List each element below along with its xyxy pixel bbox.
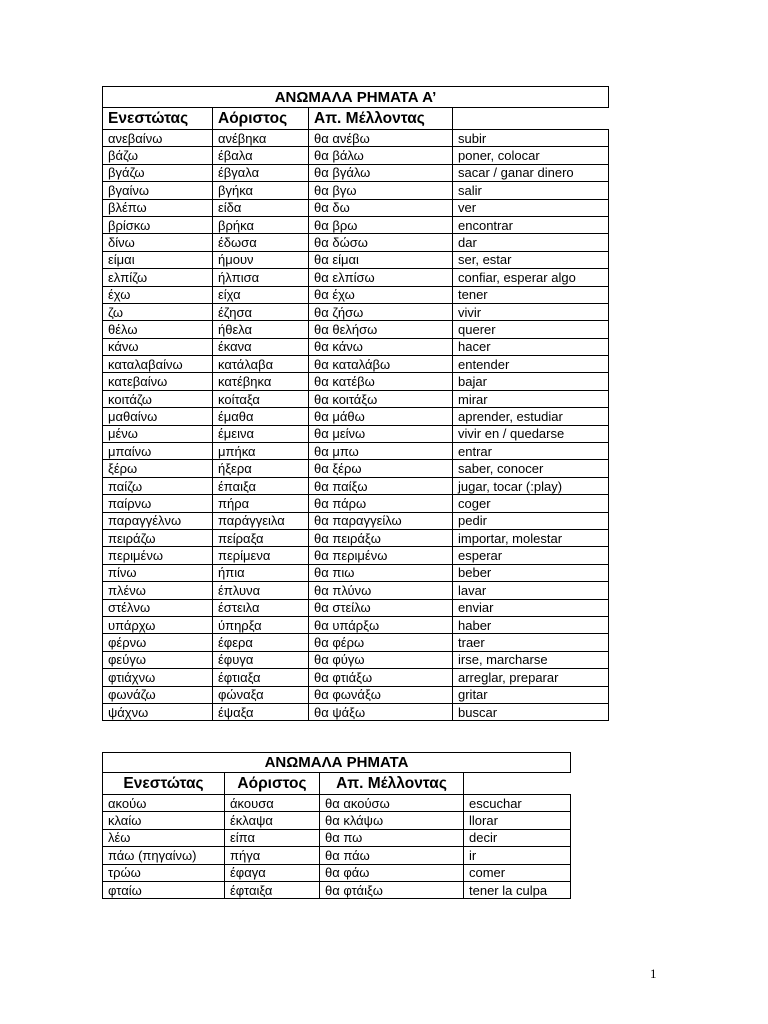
translation-cell: comer (464, 864, 571, 881)
aorist-cell: έμεινα (213, 425, 309, 442)
aorist-cell: ανέβηκα (213, 130, 309, 147)
present-cell: λέω (103, 829, 225, 846)
translation-cell: gritar (453, 686, 609, 703)
table-row (103, 356, 609, 373)
aorist-cell: κατέβηκα (213, 373, 309, 390)
present-cell: καταλαβαίνω (103, 356, 213, 373)
table-title: ΑΝΩΜΑΛΑ ΡΗΜΑΤΑ Α’ (103, 87, 609, 108)
header-translation (453, 108, 609, 130)
aorist-cell: φώναξα (213, 686, 309, 703)
table-row (103, 651, 609, 668)
present-cell: ελπίζω (103, 269, 213, 286)
aorist-cell: έπαιξα (213, 477, 309, 494)
translation-cell: querer (453, 321, 609, 338)
table-row (103, 669, 609, 686)
translation-cell: llorar (464, 812, 571, 829)
future-cell: θα φάω (320, 864, 464, 881)
present-cell: παίρνω (103, 495, 213, 512)
future-cell: θα πω (320, 829, 464, 846)
table-row (103, 703, 609, 720)
present-cell: έχω (103, 286, 213, 303)
translation-cell: bajar (453, 373, 609, 390)
future-cell: θα πάω (320, 847, 464, 864)
aorist-cell: έζησα (213, 303, 309, 320)
table-row (103, 460, 609, 477)
header-present: Ενεστώτας (103, 108, 213, 130)
present-cell: φωνάζω (103, 686, 213, 703)
present-cell: ακούω (103, 795, 225, 812)
table-row (103, 182, 609, 199)
translation-cell: entender (453, 356, 609, 373)
header-aorist: Αόριστος (213, 108, 309, 130)
aorist-cell: έκανα (213, 338, 309, 355)
aorist-cell: άκουσα (225, 795, 320, 812)
aorist-cell: έπλυνα (213, 582, 309, 599)
future-cell: θα πιω (309, 564, 453, 581)
future-cell: θα έχω (309, 286, 453, 303)
aorist-cell: βρήκα (213, 216, 309, 233)
translation-cell: jugar, tocar (:play) (453, 477, 609, 494)
table-title-row (103, 87, 609, 108)
future-cell: θα φτιάξω (309, 669, 453, 686)
header-aorist: Αόριστος (225, 773, 320, 795)
table-row (103, 512, 609, 529)
future-cell: θα παίξω (309, 477, 453, 494)
future-cell: θα ανέβω (309, 130, 453, 147)
header-translation (464, 773, 571, 795)
translation-cell: encontrar (453, 216, 609, 233)
present-cell: είμαι (103, 251, 213, 268)
translation-cell: irse, marcharse (453, 651, 609, 668)
present-cell: βρίσκω (103, 216, 213, 233)
table-row (103, 251, 609, 268)
table-row (103, 338, 609, 355)
future-cell: θα πάρω (309, 495, 453, 512)
present-cell: βγάζω (103, 164, 213, 181)
translation-cell: confiar, esperar algo (453, 269, 609, 286)
translation-cell: buscar (453, 703, 609, 720)
table-row (103, 864, 571, 881)
aorist-cell: είχα (213, 286, 309, 303)
present-cell: πάω (πηγαίνω) (103, 847, 225, 864)
aorist-cell: περίμενα (213, 547, 309, 564)
future-cell: θα παραγγείλω (309, 512, 453, 529)
future-cell: θα πλύνω (309, 582, 453, 599)
aorist-cell: μπήκα (213, 443, 309, 460)
aorist-cell: έβαλα (213, 147, 309, 164)
aorist-cell: έψαξα (213, 703, 309, 720)
present-cell: παίζω (103, 477, 213, 494)
header-future: Απ. Μέλλοντας (309, 108, 453, 130)
table-row (103, 303, 609, 320)
future-cell: θα καταλάβω (309, 356, 453, 373)
header-row (103, 108, 609, 130)
present-cell: μένω (103, 425, 213, 442)
present-cell: βάζω (103, 147, 213, 164)
translation-cell: dar (453, 234, 609, 251)
translation-cell: tener la culpa (464, 881, 571, 898)
table-row (103, 564, 609, 581)
aorist-cell: έφαγα (225, 864, 320, 881)
present-cell: φτιάχνω (103, 669, 213, 686)
table-row (103, 529, 609, 546)
table-row (103, 390, 609, 407)
table-row (103, 130, 609, 147)
translation-cell: haber (453, 616, 609, 633)
translation-cell: coger (453, 495, 609, 512)
translation-cell: enviar (453, 599, 609, 616)
table-row (103, 321, 609, 338)
translation-cell: saber, conocer (453, 460, 609, 477)
future-cell: θα ακούσω (320, 795, 464, 812)
translation-cell: sacar / ganar dinero (453, 164, 609, 181)
translation-cell: entrar (453, 443, 609, 460)
future-cell: θα μείνω (309, 425, 453, 442)
aorist-cell: είδα (213, 199, 309, 216)
aorist-cell: πείραξα (213, 529, 309, 546)
future-cell: θα μάθω (309, 408, 453, 425)
aorist-cell: παράγγειλα (213, 512, 309, 529)
present-cell: φεύγω (103, 651, 213, 668)
present-cell: μαθαίνω (103, 408, 213, 425)
translation-cell: vivir (453, 303, 609, 320)
irregular-verbs-table-2 (102, 752, 571, 899)
present-cell: βλέπω (103, 199, 213, 216)
aorist-cell: είπα (225, 829, 320, 846)
future-cell: θα βάλω (309, 147, 453, 164)
translation-cell: decir (464, 829, 571, 846)
future-cell: θα φωνάξω (309, 686, 453, 703)
page-number: 1 (650, 966, 657, 981)
future-cell: θα φύγω (309, 651, 453, 668)
table-row (103, 164, 609, 181)
present-cell: πίνω (103, 564, 213, 581)
aorist-cell: πήγα (225, 847, 320, 864)
future-cell: θα δω (309, 199, 453, 216)
present-cell: θέλω (103, 321, 213, 338)
translation-cell: esperar (453, 547, 609, 564)
present-cell: δίνω (103, 234, 213, 251)
header-row (103, 773, 571, 795)
translation-cell: aprender, estudiar (453, 408, 609, 425)
table-row (103, 829, 571, 846)
future-cell: θα στείλω (309, 599, 453, 616)
table-row (103, 147, 609, 164)
translation-cell: ver (453, 199, 609, 216)
present-cell: ψάχνω (103, 703, 213, 720)
aorist-cell: βγήκα (213, 182, 309, 199)
table-row (103, 286, 609, 303)
future-cell: θα βγω (309, 182, 453, 199)
present-cell: παραγγέλνω (103, 512, 213, 529)
present-cell: κατεβαίνω (103, 373, 213, 390)
present-cell: βγαίνω (103, 182, 213, 199)
future-cell: θα βρω (309, 216, 453, 233)
future-cell: θα κατέβω (309, 373, 453, 390)
future-cell: θα ελπίσω (309, 269, 453, 286)
future-cell: θα ξέρω (309, 460, 453, 477)
aorist-cell: ήξερα (213, 460, 309, 477)
table-row (103, 199, 609, 216)
aorist-cell: έφτιαξα (213, 669, 309, 686)
table-row (103, 634, 609, 651)
translation-cell: subir (453, 130, 609, 147)
translation-cell: pedir (453, 512, 609, 529)
translation-cell: importar, molestar (453, 529, 609, 546)
translation-cell: mirar (453, 390, 609, 407)
table-row (103, 847, 571, 864)
aorist-cell: πήρα (213, 495, 309, 512)
present-cell: στέλνω (103, 599, 213, 616)
future-cell: θα περιμένω (309, 547, 453, 564)
table-row (103, 443, 609, 460)
translation-cell: poner, colocar (453, 147, 609, 164)
translation-cell: salir (453, 182, 609, 199)
table-row (103, 269, 609, 286)
present-cell: φταίω (103, 881, 225, 898)
table-row (103, 812, 571, 829)
present-cell: ζω (103, 303, 213, 320)
present-cell: υπάρχω (103, 616, 213, 633)
aorist-cell: ήλπισα (213, 269, 309, 286)
table-row (103, 408, 609, 425)
table-title-row (103, 753, 571, 773)
table-row (103, 216, 609, 233)
aorist-cell: έβγαλα (213, 164, 309, 181)
aorist-cell: ήμουν (213, 251, 309, 268)
table-row (103, 582, 609, 599)
translation-cell: traer (453, 634, 609, 651)
table-row (103, 547, 609, 564)
table-row (103, 616, 609, 633)
future-cell: θα είμαι (309, 251, 453, 268)
table-row (103, 495, 609, 512)
aorist-cell: κοίταξα (213, 390, 309, 407)
translation-cell: ir (464, 847, 571, 864)
present-cell: μπαίνω (103, 443, 213, 460)
aorist-cell: έφταιξα (225, 881, 320, 898)
present-cell: πλένω (103, 582, 213, 599)
future-cell: θα πειράξω (309, 529, 453, 546)
translation-cell: ser, estar (453, 251, 609, 268)
aorist-cell: έφυγα (213, 651, 309, 668)
future-cell: θα δώσω (309, 234, 453, 251)
table-row (103, 599, 609, 616)
translation-cell: tener (453, 286, 609, 303)
future-cell: θα φέρω (309, 634, 453, 651)
future-cell: θα υπάρξω (309, 616, 453, 633)
present-cell: φέρνω (103, 634, 213, 651)
present-cell: κάνω (103, 338, 213, 355)
table-row (103, 234, 609, 251)
present-cell: τρώω (103, 864, 225, 881)
table-row (103, 795, 571, 812)
translation-cell: escuchar (464, 795, 571, 812)
translation-cell: beber (453, 564, 609, 581)
future-cell: θα βγάλω (309, 164, 453, 181)
table-row (103, 881, 571, 898)
aorist-cell: έμαθα (213, 408, 309, 425)
future-cell: θα κλάψω (320, 812, 464, 829)
future-cell: θα κάνω (309, 338, 453, 355)
future-cell: θα ζήσω (309, 303, 453, 320)
table-row (103, 373, 609, 390)
header-present: Ενεστώτας (103, 773, 225, 795)
aorist-cell: έστειλα (213, 599, 309, 616)
translation-cell: arreglar, preparar (453, 669, 609, 686)
irregular-verbs-table-1 (102, 86, 609, 721)
table-row (103, 425, 609, 442)
future-cell: θα φτάιξω (320, 881, 464, 898)
future-cell: θα μπω (309, 443, 453, 460)
present-cell: περιμένω (103, 547, 213, 564)
table-row (103, 477, 609, 494)
aorist-cell: κατάλαβα (213, 356, 309, 373)
future-cell: θα θελήσω (309, 321, 453, 338)
present-cell: πειράζω (103, 529, 213, 546)
future-cell: θα κοιτάξω (309, 390, 453, 407)
translation-cell: vivir en / quedarse (453, 425, 609, 442)
present-cell: ανεβαίνω (103, 130, 213, 147)
table-row (103, 686, 609, 703)
translation-cell: lavar (453, 582, 609, 599)
aorist-cell: έκλαψα (225, 812, 320, 829)
future-cell: θα ψάξω (309, 703, 453, 720)
translation-cell: hacer (453, 338, 609, 355)
aorist-cell: έδωσα (213, 234, 309, 251)
aorist-cell: έφερα (213, 634, 309, 651)
aorist-cell: ήπια (213, 564, 309, 581)
present-cell: κλαίω (103, 812, 225, 829)
present-cell: ξέρω (103, 460, 213, 477)
aorist-cell: ύπηρξα (213, 616, 309, 633)
header-future: Απ. Μέλλοντας (320, 773, 464, 795)
aorist-cell: ήθελα (213, 321, 309, 338)
present-cell: κοιτάζω (103, 390, 213, 407)
table-title: ΑΝΩΜΑΛΑ ΡΗΜΑΤΑ (103, 753, 571, 773)
